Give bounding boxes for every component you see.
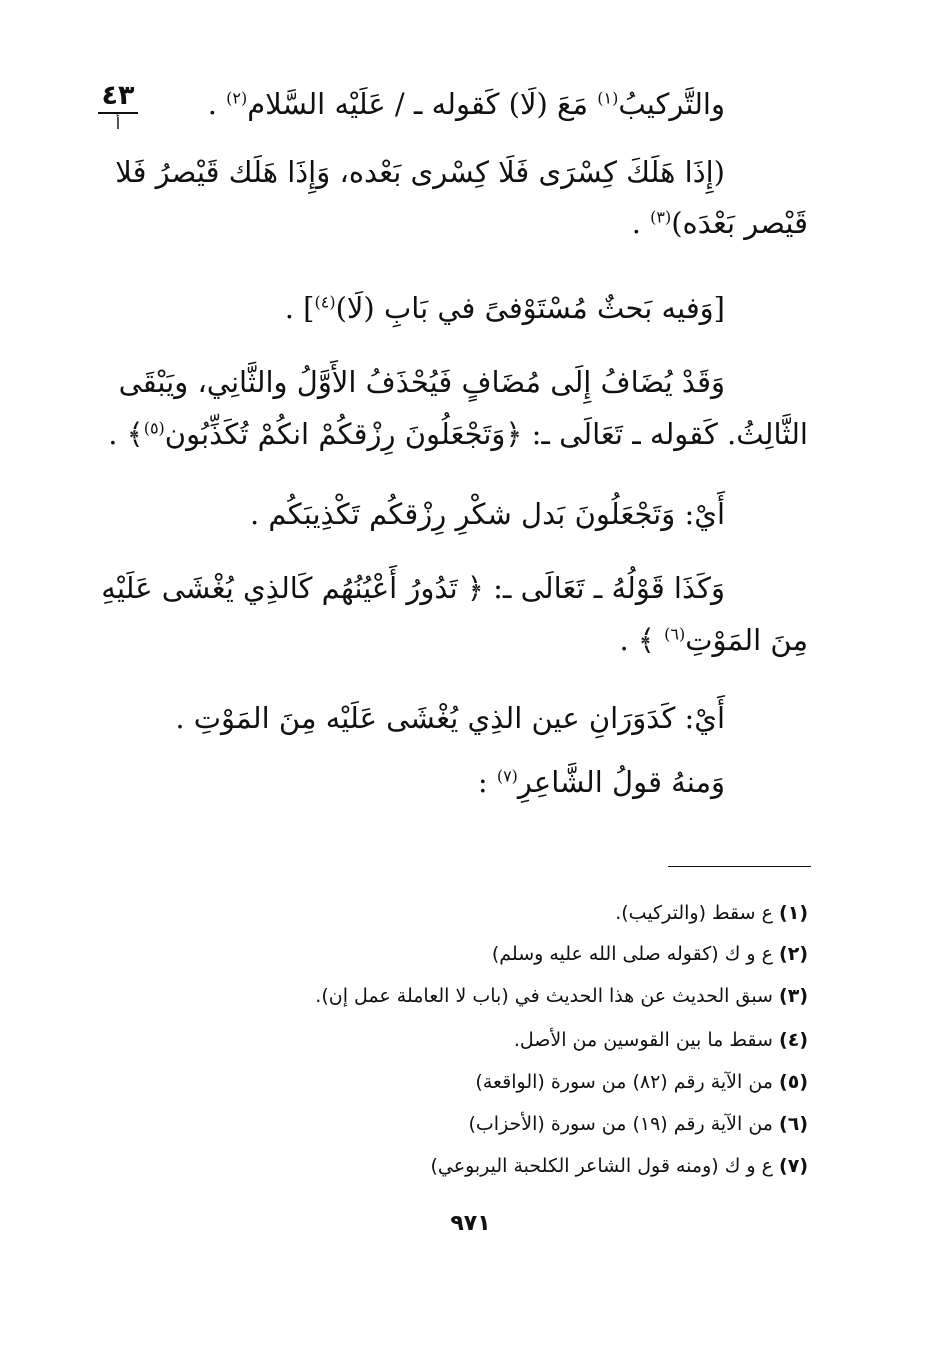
footnote-reference: (٢): [226, 88, 248, 108]
footnote-number: (٤): [779, 1029, 808, 1051]
page-number: ٩٧١: [450, 1211, 491, 1236]
folio-side: أ: [115, 114, 121, 133]
footnote: [430, 1152, 808, 1180]
footnote: [475, 1068, 808, 1096]
footnote-number: (٣): [779, 985, 808, 1007]
footnote-text: سبق الحديث عن هذا الحديث في (باب لا العاملة عمل إن).: [315, 985, 773, 1007]
footnote-reference: (٥): [143, 418, 165, 438]
text-line: الثَّالِثُ. كَقوله ـ تَعَالَى ـ: ﴿وَتَجْعَلُونَ رِزْقكُمْ انكُمْ تُكَذِّبُون$^{(٥)}$﴾ .: [108, 417, 808, 451]
text-line: مِنَ المَوْتِ$^{(٦)}$ ﴾ .: [619, 623, 808, 657]
footnote-reference: (٣): [650, 207, 672, 227]
footnote-text: ع سقط (والتركيب).: [615, 902, 773, 924]
footnote-reference: (٤): [314, 292, 336, 312]
footnote-text: من الآية رقم (٨٢) من سورة (الواقعة): [475, 1071, 773, 1093]
margin-folio-marker: [98, 82, 138, 132]
folio-number: ٤٣: [98, 82, 138, 114]
footnote-text: من الآية رقم (١٩) من سورة (الأحزاب): [468, 1113, 773, 1135]
footnote: [492, 940, 808, 968]
footnote-number: (٧): [779, 1155, 808, 1177]
text-line: أَيْ: كَدَوَرَانِ عين الذِي يُغْشَى عَلَيْه مِنَ المَوْتِ .: [175, 701, 725, 735]
footnote-text: ع و ك (كقوله صلى الله عليه وسلم): [491, 943, 773, 965]
footnote-number: (٢): [779, 943, 808, 965]
text-line: (إِذَا هَلَكَ كِسْرَى فَلَا كِسْرى بَعْده، وَإِذَا هَلَك قَيْصرُ فَلا: [115, 155, 725, 189]
text-line: والتَّركيبُ$^{(١)}$ مَعَ (لَا) كَقوله ـ / عَلَيْه السَّلام$^{(٢)}$ .: [207, 87, 725, 121]
text-line: قَيْصر بَعْدَه)$^{(٣)}$ .: [631, 206, 808, 240]
footnote-reference: (١): [597, 88, 619, 108]
footnote-number: (١): [779, 902, 808, 924]
footnote: [315, 982, 808, 1010]
footnote-text: سقط ما بين القوسين من الأصل.: [513, 1029, 773, 1051]
footnote-separator: [668, 866, 811, 867]
text-line: أَيْ: وَتَجْعَلُونَ بَدل شكْرِ رِزْقكُم تَكْذِيبَكُم .: [249, 497, 725, 531]
footnote-number: (٦): [779, 1113, 808, 1135]
footnote-text: ع و ك (ومنه قول الشاعر الكلحبة اليربوعي): [430, 1155, 773, 1177]
footnote-reference: (٦): [664, 624, 686, 644]
footnote: [514, 1026, 808, 1054]
footnote-reference: (٧): [496, 766, 518, 786]
footnote: [469, 1110, 809, 1138]
text-line: وَمنهُ قولُ الشَّاعِرِ$^{(٧)}$ :: [477, 765, 725, 799]
text-line: [وَفيه بَحثٌ مُسْتَوْفىً في بَابِ (لَا)$^{(٤)}$] .: [284, 291, 725, 325]
footnote: [615, 899, 808, 927]
text-line: وَكَذَا قَوْلُهُ ـ تَعَالَى ـ: ﴿ تَدُورُ أَعْيُنُهُم كَالذِي يُغْشَى عَلَيْهِ: [101, 571, 725, 605]
text-line: وَقَدْ يُضَافُ إِلَى مُضَافٍ فَيُحْذَفُ الأَوَّلُ والثَّانِي، ويَبْقَى: [118, 365, 725, 399]
footnote-number: (٥): [779, 1071, 808, 1093]
